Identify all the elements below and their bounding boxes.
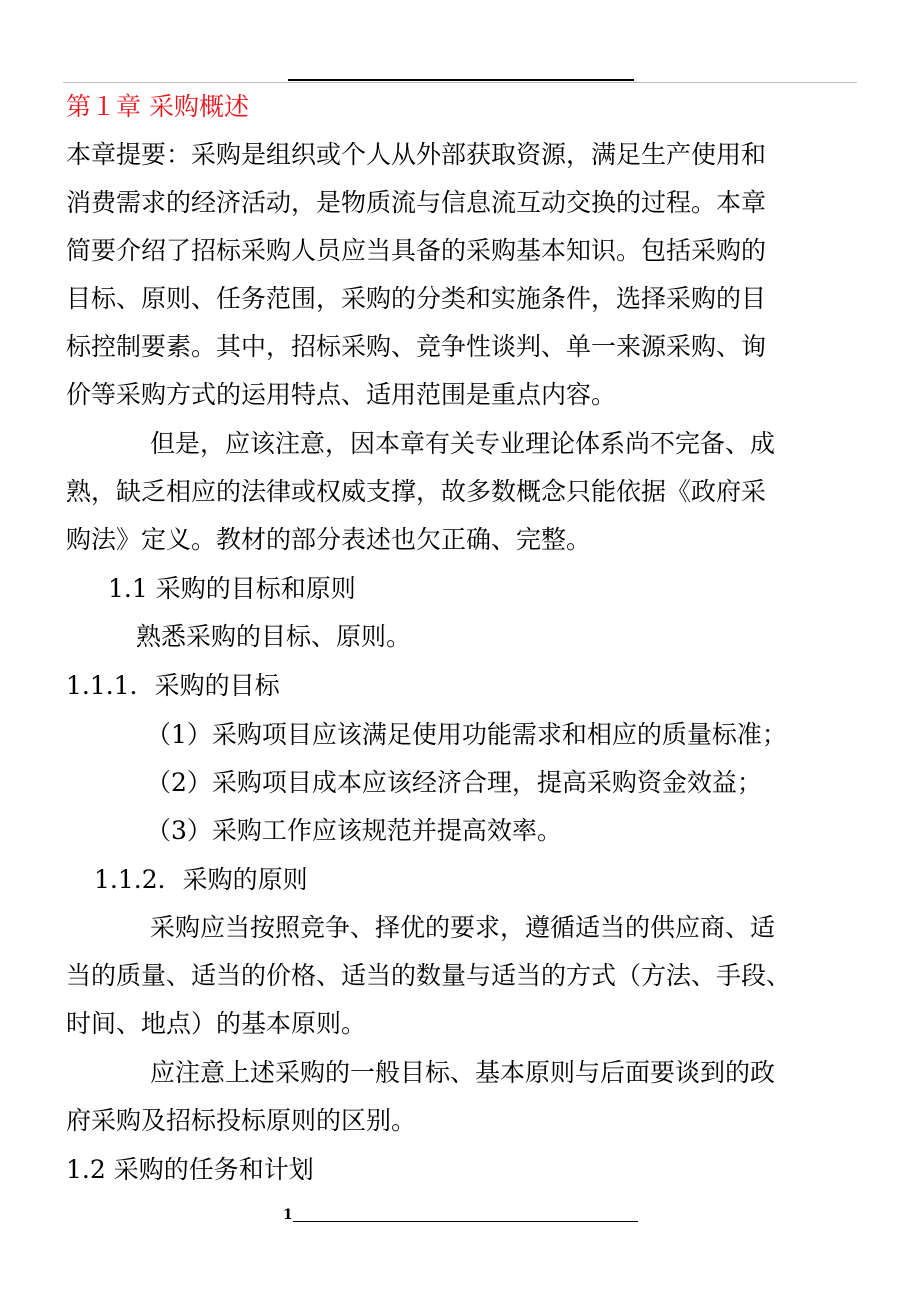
summary-line: 标控制要素。其中，招标采购、竞争性谈判、单一来源采购、询 [66,332,767,361]
summary-line: 本章提要：采购是组织或个人从外部获取资源，满足生产使用和 [66,140,767,169]
distinction-line: 府采购及招标投标原则的区别。 [66,1106,417,1135]
section-1-1-requirement: 熟悉采购的目标、原则。 [136,622,412,651]
list-item: （1）采购项目应该满足使用功能需求和相应的质量标准； [146,720,787,749]
footer-rule [293,1221,638,1222]
distinction-line: 应注意上述采购的一般目标、基本原则与后面要谈到的政 [150,1058,776,1087]
note-line: 熟，缺乏相应的法律或权威支撑，故多数概念只能依据《政府采 [66,477,767,506]
summary-line: 价等采购方式的运用特点、适用范围是重点内容。 [66,380,617,409]
list-item: （3）采购工作应该规范并提高效率。 [146,816,562,845]
principles-line: 时间、地点）的基本原则。 [66,1009,367,1038]
page-number: 1 [283,1207,293,1223]
header-rule [288,79,634,81]
chapter-title: 第１章 采购概述 [66,92,249,121]
principles-line: 采购应当按照竞争、择优的要求，遵循适当的供应商、适 [150,913,776,942]
section-1-1-1-heading: 1.1.1．采购的目标 [66,671,280,700]
summary-line: 消费需求的经济活动，是物质流与信息流互动交换的过程。本章 [66,188,767,217]
principles-line: 当的质量、适当的价格、适当的数量与适当的方式（方法、手段、 [66,961,792,990]
summary-line: 目标、原则、任务范围，采购的分类和实施条件，选择采购的目 [66,284,767,313]
note-line: 但是，应该注意，因本章有关专业理论体系尚不完备、成 [150,429,776,458]
section-1-1-heading: 1.1 采购的目标和原则 [108,574,356,603]
summary-line: 简要介绍了招标采购人员应当具备的采购基本知识。包括采购的 [66,236,767,265]
section-1-1-2-heading: 1.1.2．采购的原则 [94,865,308,894]
header-divider [63,82,857,83]
note-line: 购法》定义。教材的部分表述也欠正确、完整。 [66,525,592,554]
section-1-2-heading: 1.2 采购的任务和计划 [66,1155,314,1184]
list-item: （2）采购项目成本应该经济合理，提高采购资金效益； [146,768,762,797]
